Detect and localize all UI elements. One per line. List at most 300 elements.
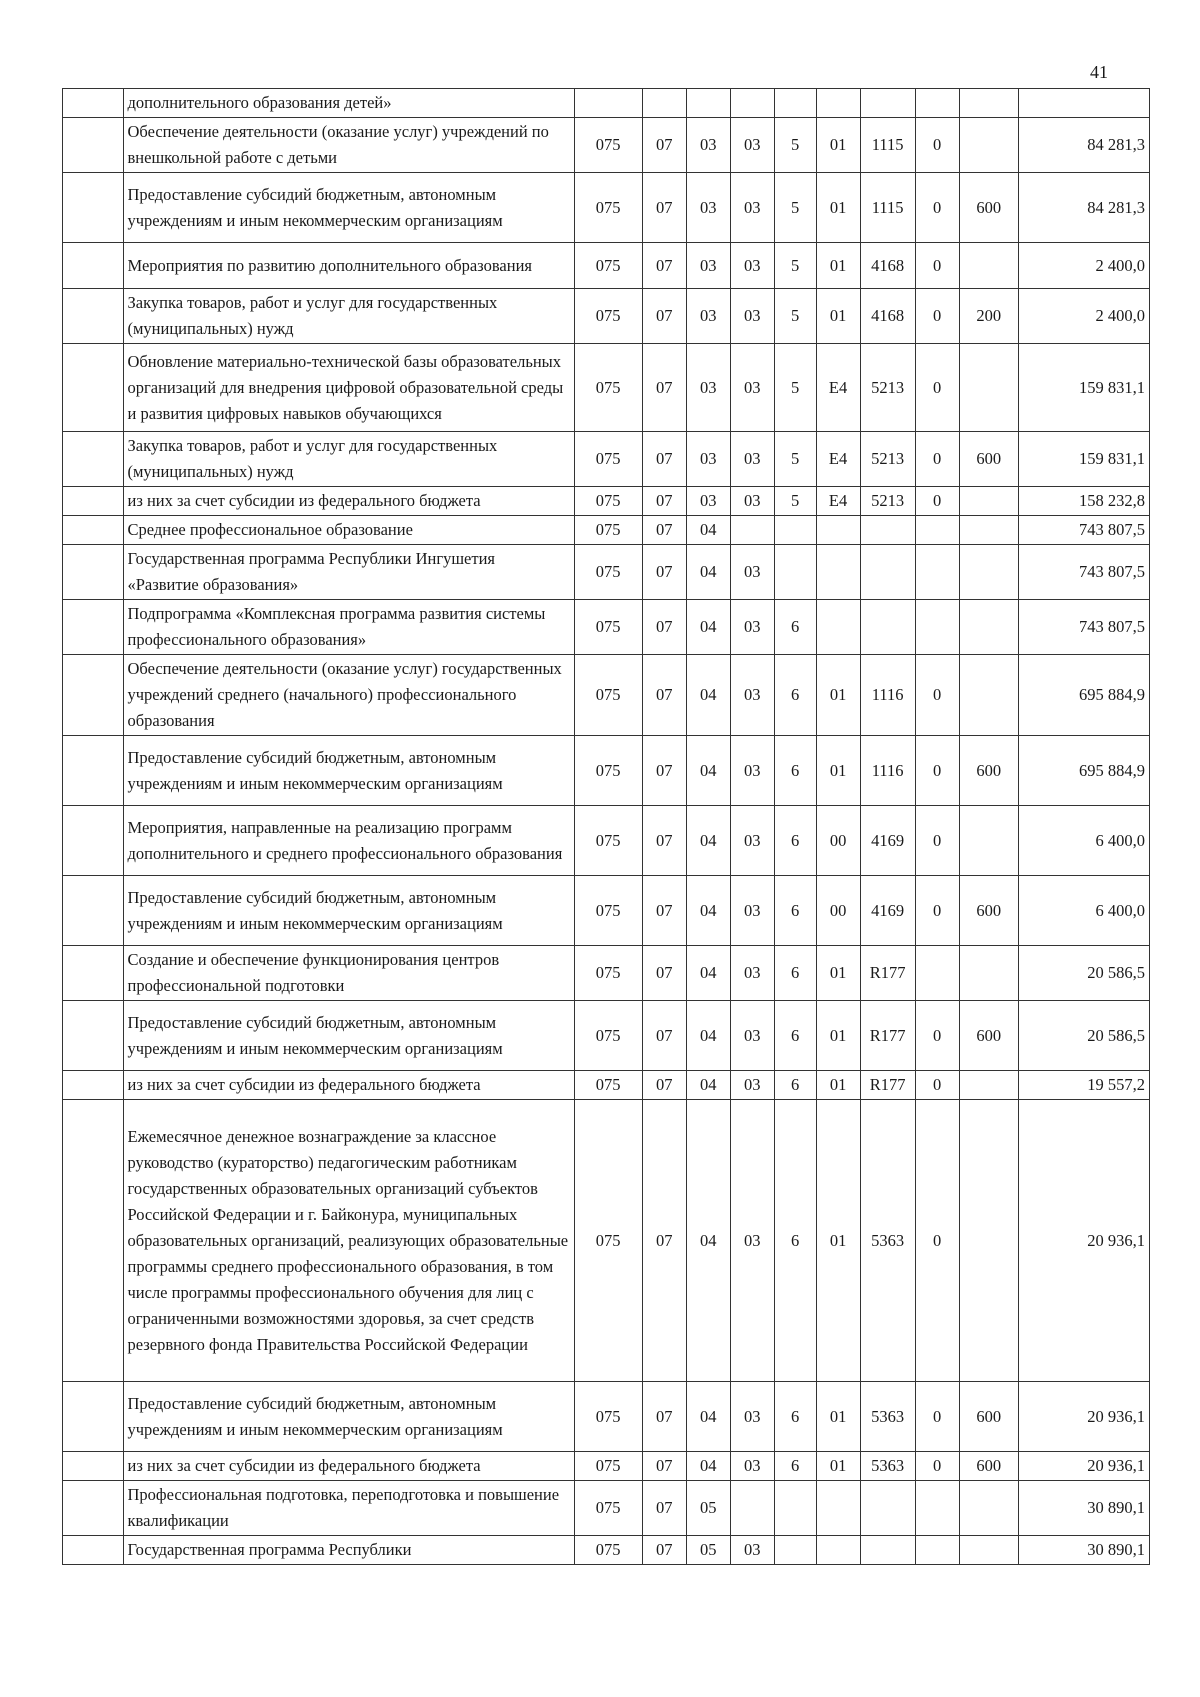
code-cell: 075: [574, 1001, 642, 1071]
code-cell: 03: [686, 173, 730, 243]
code-cell: 04: [686, 806, 730, 876]
amount-cell: 84 281,3: [1018, 118, 1149, 173]
code-cell: Е4: [816, 487, 860, 516]
code-cell: 6: [774, 1001, 816, 1071]
code-cell: Е4: [816, 432, 860, 487]
table-row: [63, 806, 1150, 876]
code-cell: 075: [574, 243, 642, 289]
table-row: [63, 289, 1150, 344]
amount-cell: 30 890,1: [1018, 1481, 1149, 1536]
code-cell: 03: [730, 946, 774, 1001]
row-name-cell: Ежемесячное денежное вознаграждение за классное руководство (кураторство) педагогическим работникам государственных образовательных организаций субъектов Российской Федерации и г. Байконура, муниципальных образовательных организаций, реализующих образовательные программы среднего профессионального образования, в том числе программы профессионального обучения для лиц с ограниченными возможностями здоровья, за счет средств резервного фонда Правительства Российской Федерации: [123, 1100, 574, 1382]
code-cell: 03: [730, 1001, 774, 1071]
code-cell: 01: [816, 1382, 860, 1452]
code-cell: 07: [642, 1071, 686, 1100]
code-cell: [816, 1481, 860, 1536]
amount-cell: 159 831,1: [1018, 344, 1149, 432]
amount-cell: 158 232,8: [1018, 487, 1149, 516]
row-name-cell: Закупка товаров, работ и услуг для государственных (муниципальных) нужд: [123, 289, 574, 344]
table-row: [63, 1382, 1150, 1452]
amount-cell: 20 586,5: [1018, 946, 1149, 1001]
code-cell: 0: [915, 173, 959, 243]
code-cell: 01: [816, 243, 860, 289]
code-cell: 075: [574, 736, 642, 806]
code-cell: 6: [774, 946, 816, 1001]
code-cell: 01: [816, 1452, 860, 1481]
code-cell: 6: [774, 1382, 816, 1452]
amount-cell: 743 807,5: [1018, 600, 1149, 655]
code-cell: [959, 1481, 1018, 1536]
row-name-cell: Обеспечение деятельности (оказание услуг) государственных учреждений среднего (начального) профессионального образования: [123, 655, 574, 736]
code-cell: 600: [959, 736, 1018, 806]
code-cell: [860, 516, 915, 545]
code-cell: [860, 545, 915, 600]
code-cell: 0: [915, 1001, 959, 1071]
code-cell: 600: [959, 173, 1018, 243]
code-cell: 6: [774, 736, 816, 806]
code-cell: 04: [686, 516, 730, 545]
amount-cell: 20 586,5: [1018, 1001, 1149, 1071]
code-cell: 5213: [860, 432, 915, 487]
code-cell: [959, 655, 1018, 736]
row-name-cell: Предоставление субсидий бюджетным, автономным учреждениям и иным некоммерческим организациям: [123, 1382, 574, 1452]
code-cell: 07: [642, 946, 686, 1001]
code-cell: 075: [574, 118, 642, 173]
code-cell: 07: [642, 876, 686, 946]
code-cell: 07: [642, 655, 686, 736]
code-cell: 03: [730, 344, 774, 432]
table-row: [63, 173, 1150, 243]
code-cell: R177: [860, 1071, 915, 1100]
code-cell: 075: [574, 545, 642, 600]
code-cell: [816, 89, 860, 118]
code-cell: 01: [816, 289, 860, 344]
code-cell: 6: [774, 1100, 816, 1382]
code-cell: [774, 1481, 816, 1536]
row-index-cell: [63, 1536, 124, 1565]
code-cell: 03: [686, 118, 730, 173]
code-cell: [959, 1071, 1018, 1100]
code-cell: 03: [730, 243, 774, 289]
code-cell: 00: [816, 876, 860, 946]
table-row: [63, 516, 1150, 545]
code-cell: [915, 89, 959, 118]
code-cell: 04: [686, 1001, 730, 1071]
code-cell: 1115: [860, 173, 915, 243]
code-cell: [915, 545, 959, 600]
code-cell: [959, 806, 1018, 876]
code-cell: 5363: [860, 1382, 915, 1452]
code-cell: 075: [574, 289, 642, 344]
code-cell: [915, 946, 959, 1001]
code-cell: 0: [915, 344, 959, 432]
code-cell: 07: [642, 1382, 686, 1452]
code-cell: 03: [730, 655, 774, 736]
code-cell: 075: [574, 516, 642, 545]
row-index-cell: [63, 289, 124, 344]
row-index-cell: [63, 806, 124, 876]
budget-table: [62, 88, 1150, 1565]
code-cell: 0: [915, 736, 959, 806]
amount-cell: 20 936,1: [1018, 1382, 1149, 1452]
row-name-cell: Среднее профессиональное образование: [123, 516, 574, 545]
amount-cell: 6 400,0: [1018, 806, 1149, 876]
code-cell: 5: [774, 432, 816, 487]
code-cell: [816, 516, 860, 545]
table-row: [63, 118, 1150, 173]
code-cell: 0: [915, 806, 959, 876]
code-cell: 04: [686, 876, 730, 946]
row-name-cell: из них за счет субсидии из федерального бюджета: [123, 1071, 574, 1100]
amount-cell: 30 890,1: [1018, 1536, 1149, 1565]
row-name-cell: Мероприятия, направленные на реализацию программ дополнительного и среднего профессионального образования: [123, 806, 574, 876]
code-cell: 075: [574, 806, 642, 876]
row-name-cell: дополнительного образования детей»: [123, 89, 574, 118]
code-cell: 5: [774, 289, 816, 344]
amount-cell: 695 884,9: [1018, 655, 1149, 736]
row-index-cell: [63, 736, 124, 806]
row-index-cell: [63, 1382, 124, 1452]
code-cell: 05: [686, 1481, 730, 1536]
code-cell: 0: [915, 1071, 959, 1100]
code-cell: 600: [959, 1452, 1018, 1481]
code-cell: [915, 516, 959, 545]
code-cell: 01: [816, 736, 860, 806]
code-cell: [959, 545, 1018, 600]
row-name-cell: Подпрограмма «Комплексная программа развития системы профессионального образования»: [123, 600, 574, 655]
code-cell: 04: [686, 655, 730, 736]
code-cell: 5: [774, 243, 816, 289]
code-cell: 01: [816, 118, 860, 173]
code-cell: 07: [642, 545, 686, 600]
code-cell: 5213: [860, 487, 915, 516]
code-cell: 6: [774, 876, 816, 946]
row-name-cell: Предоставление субсидий бюджетным, автономным учреждениям и иным некоммерческим организациям: [123, 173, 574, 243]
code-cell: 075: [574, 173, 642, 243]
code-cell: 03: [730, 1100, 774, 1382]
code-cell: 075: [574, 432, 642, 487]
code-cell: 01: [816, 1100, 860, 1382]
code-cell: 03: [730, 806, 774, 876]
code-cell: 0: [915, 118, 959, 173]
row-index-cell: [63, 1100, 124, 1382]
row-index-cell: [63, 1071, 124, 1100]
code-cell: 07: [642, 516, 686, 545]
code-cell: 07: [642, 736, 686, 806]
code-cell: 600: [959, 876, 1018, 946]
code-cell: [959, 243, 1018, 289]
code-cell: 07: [642, 1536, 686, 1565]
code-cell: 0: [915, 487, 959, 516]
row-index-cell: [63, 946, 124, 1001]
code-cell: [574, 89, 642, 118]
code-cell: [959, 600, 1018, 655]
row-index-cell: [63, 600, 124, 655]
code-cell: [959, 118, 1018, 173]
code-cell: [860, 1481, 915, 1536]
amount-cell: 159 831,1: [1018, 432, 1149, 487]
code-cell: [730, 516, 774, 545]
code-cell: 0: [915, 243, 959, 289]
code-cell: [959, 89, 1018, 118]
code-cell: [816, 1536, 860, 1565]
table-row: [63, 736, 1150, 806]
code-cell: 04: [686, 1452, 730, 1481]
code-cell: 00: [816, 806, 860, 876]
code-cell: 03: [730, 600, 774, 655]
code-cell: 5: [774, 118, 816, 173]
code-cell: [860, 1536, 915, 1565]
code-cell: 03: [730, 1382, 774, 1452]
code-cell: [959, 487, 1018, 516]
code-cell: 07: [642, 344, 686, 432]
code-cell: [774, 516, 816, 545]
amount-cell: 695 884,9: [1018, 736, 1149, 806]
table-row: [63, 1001, 1150, 1071]
code-cell: 07: [642, 1452, 686, 1481]
code-cell: 04: [686, 545, 730, 600]
code-cell: 03: [730, 1452, 774, 1481]
code-cell: [774, 89, 816, 118]
code-cell: 600: [959, 1382, 1018, 1452]
row-index-cell: [63, 655, 124, 736]
code-cell: [686, 89, 730, 118]
code-cell: 01: [816, 946, 860, 1001]
table-row: [63, 946, 1150, 1001]
code-cell: 0: [915, 1382, 959, 1452]
row-index-cell: [63, 118, 124, 173]
table-row: [63, 600, 1150, 655]
code-cell: 07: [642, 600, 686, 655]
row-name-cell: Закупка товаров, работ и услуг для государственных (муниципальных) нужд: [123, 432, 574, 487]
code-cell: 07: [642, 1100, 686, 1382]
code-cell: [730, 1481, 774, 1536]
code-cell: 5363: [860, 1100, 915, 1382]
row-index-cell: [63, 876, 124, 946]
code-cell: R177: [860, 946, 915, 1001]
code-cell: 4169: [860, 806, 915, 876]
table-row: [63, 876, 1150, 946]
code-cell: 6: [774, 600, 816, 655]
code-cell: 075: [574, 487, 642, 516]
code-cell: [816, 600, 860, 655]
code-cell: 6: [774, 655, 816, 736]
amount-cell: [1018, 89, 1149, 118]
code-cell: 03: [730, 545, 774, 600]
table-row: [63, 655, 1150, 736]
code-cell: 07: [642, 1001, 686, 1071]
code-cell: 4169: [860, 876, 915, 946]
code-cell: 200: [959, 289, 1018, 344]
code-cell: 075: [574, 1452, 642, 1481]
code-cell: [730, 89, 774, 118]
code-cell: 03: [730, 1536, 774, 1565]
code-cell: 04: [686, 1382, 730, 1452]
table-row: [63, 1536, 1150, 1565]
code-cell: 600: [959, 432, 1018, 487]
code-cell: R177: [860, 1001, 915, 1071]
code-cell: 0: [915, 1100, 959, 1382]
table-row: [63, 1071, 1150, 1100]
row-name-cell: Обновление материально-технической базы образовательных организаций для внедрения цифровой образовательной среды и развития цифровых навыков обучающихся: [123, 344, 574, 432]
code-cell: 03: [686, 487, 730, 516]
row-name-cell: Предоставление субсидий бюджетным, автономным учреждениям и иным некоммерческим организациям: [123, 736, 574, 806]
amount-cell: 743 807,5: [1018, 516, 1149, 545]
code-cell: 03: [730, 876, 774, 946]
code-cell: 0: [915, 655, 959, 736]
table-row: [63, 487, 1150, 516]
code-cell: 07: [642, 173, 686, 243]
code-cell: 075: [574, 1100, 642, 1382]
code-cell: [774, 545, 816, 600]
amount-cell: 743 807,5: [1018, 545, 1149, 600]
code-cell: [860, 600, 915, 655]
code-cell: 600: [959, 1001, 1018, 1071]
code-cell: 075: [574, 946, 642, 1001]
code-cell: 5: [774, 344, 816, 432]
row-index-cell: [63, 1481, 124, 1536]
code-cell: 1116: [860, 736, 915, 806]
code-cell: 01: [816, 655, 860, 736]
code-cell: 0: [915, 432, 959, 487]
code-cell: [774, 1536, 816, 1565]
code-cell: 075: [574, 1382, 642, 1452]
amount-cell: 2 400,0: [1018, 243, 1149, 289]
code-cell: 1116: [860, 655, 915, 736]
code-cell: 01: [816, 1001, 860, 1071]
row-index-cell: [63, 1452, 124, 1481]
code-cell: [959, 1100, 1018, 1382]
code-cell: 075: [574, 1536, 642, 1565]
code-cell: 03: [730, 118, 774, 173]
row-name-cell: из них за счет субсидии из федерального бюджета: [123, 487, 574, 516]
row-name-cell: Предоставление субсидий бюджетным, автономным учреждениям и иным некоммерческим организациям: [123, 1001, 574, 1071]
row-index-cell: [63, 243, 124, 289]
code-cell: 05: [686, 1536, 730, 1565]
row-index-cell: [63, 1001, 124, 1071]
row-name-cell: Государственная программа Республики Ингушетия «Развитие образования»: [123, 545, 574, 600]
code-cell: 075: [574, 655, 642, 736]
row-name-cell: Предоставление субсидий бюджетным, автономным учреждениям и иным некоммерческим организациям: [123, 876, 574, 946]
row-name-cell: Создание и обеспечение функционирования центров профессиональной подготовки: [123, 946, 574, 1001]
row-index-cell: [63, 173, 124, 243]
code-cell: 03: [730, 289, 774, 344]
row-name-cell: из них за счет субсидии из федерального бюджета: [123, 1452, 574, 1481]
code-cell: 03: [730, 736, 774, 806]
code-cell: 01: [816, 1071, 860, 1100]
page-number: 41: [1090, 62, 1108, 82]
code-cell: 075: [574, 1481, 642, 1536]
code-cell: [642, 89, 686, 118]
table-row: [63, 432, 1150, 487]
table-row: [63, 89, 1150, 118]
row-name-cell: Мероприятия по развитию дополнительного образования: [123, 243, 574, 289]
row-index-cell: [63, 89, 124, 118]
code-cell: 03: [686, 344, 730, 432]
code-cell: 07: [642, 806, 686, 876]
code-cell: 04: [686, 1071, 730, 1100]
code-cell: 5213: [860, 344, 915, 432]
code-cell: [915, 1536, 959, 1565]
code-cell: 03: [686, 289, 730, 344]
amount-cell: 20 936,1: [1018, 1100, 1149, 1382]
code-cell: 075: [574, 1071, 642, 1100]
code-cell: 075: [574, 600, 642, 655]
code-cell: 5: [774, 173, 816, 243]
code-cell: [959, 946, 1018, 1001]
row-index-cell: [63, 344, 124, 432]
table-row: [63, 243, 1150, 289]
code-cell: 04: [686, 600, 730, 655]
code-cell: 4168: [860, 243, 915, 289]
code-cell: 03: [730, 1071, 774, 1100]
code-cell: 01: [816, 173, 860, 243]
amount-cell: 19 557,2: [1018, 1071, 1149, 1100]
code-cell: 04: [686, 946, 730, 1001]
code-cell: 03: [686, 432, 730, 487]
amount-cell: 6 400,0: [1018, 876, 1149, 946]
code-cell: [915, 1481, 959, 1536]
code-cell: [915, 600, 959, 655]
code-cell: 5: [774, 487, 816, 516]
row-name-cell: Обеспечение деятельности (оказание услуг) учреждений по внешкольной работе с детьми: [123, 118, 574, 173]
row-name-cell: Государственная программа Республики: [123, 1536, 574, 1565]
table-row: [63, 545, 1150, 600]
code-cell: 04: [686, 1100, 730, 1382]
code-cell: [959, 1536, 1018, 1565]
code-cell: 6: [774, 806, 816, 876]
code-cell: [959, 516, 1018, 545]
code-cell: 075: [574, 344, 642, 432]
code-cell: 07: [642, 432, 686, 487]
code-cell: [860, 89, 915, 118]
amount-cell: 20 936,1: [1018, 1452, 1149, 1481]
code-cell: 07: [642, 1481, 686, 1536]
code-cell: 1115: [860, 118, 915, 173]
code-cell: 5363: [860, 1452, 915, 1481]
table-row: [63, 1481, 1150, 1536]
code-cell: [816, 545, 860, 600]
code-cell: 07: [642, 487, 686, 516]
row-index-cell: [63, 516, 124, 545]
table-row: [63, 344, 1150, 432]
row-index-cell: [63, 545, 124, 600]
code-cell: 03: [730, 487, 774, 516]
row-index-cell: [63, 487, 124, 516]
code-cell: 03: [686, 243, 730, 289]
code-cell: 03: [730, 432, 774, 487]
row-name-cell: Профессиональная подготовка, переподготовка и повышение квалификации: [123, 1481, 574, 1536]
code-cell: 0: [915, 289, 959, 344]
code-cell: 4168: [860, 289, 915, 344]
code-cell: 04: [686, 736, 730, 806]
code-cell: [959, 344, 1018, 432]
code-cell: 07: [642, 118, 686, 173]
code-cell: 0: [915, 876, 959, 946]
code-cell: 6: [774, 1071, 816, 1100]
table-row: [63, 1452, 1150, 1481]
code-cell: 03: [730, 173, 774, 243]
code-cell: 075: [574, 876, 642, 946]
table-row: [63, 1100, 1150, 1382]
code-cell: 0: [915, 1452, 959, 1481]
amount-cell: 2 400,0: [1018, 289, 1149, 344]
code-cell: Е4: [816, 344, 860, 432]
code-cell: 6: [774, 1452, 816, 1481]
code-cell: 07: [642, 243, 686, 289]
table-body: [63, 89, 1150, 1565]
amount-cell: 84 281,3: [1018, 173, 1149, 243]
